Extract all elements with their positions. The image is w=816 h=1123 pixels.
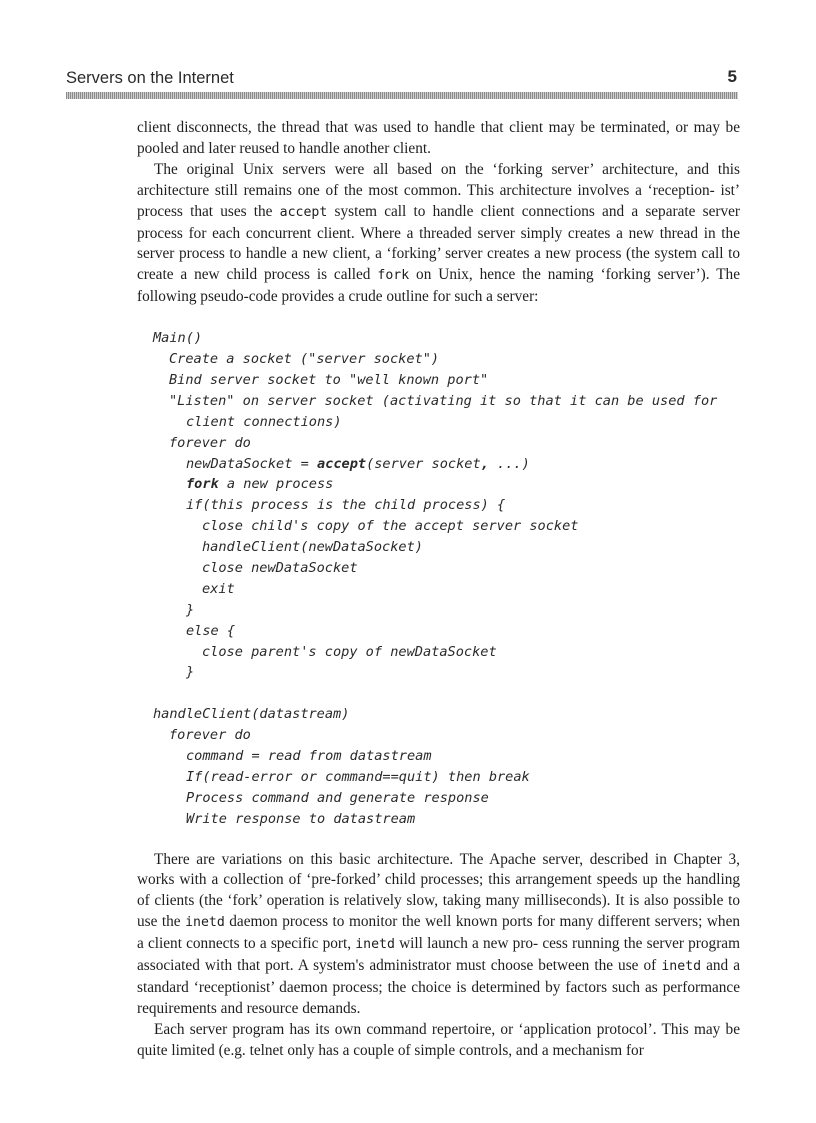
code-line [153,391,740,412]
code-line [153,767,740,788]
header-rule [66,92,738,99]
page-body [137,118,740,1062]
code-keyword: , [480,455,489,472]
code-keyword: fork [186,476,219,493]
paragraph-3-text: and a standard ‘receptionist’ daemon process; the choice is determined by factors such as performance requirements and resource demands. [137,957,741,1017]
code-text: } [186,664,195,681]
code-keyword: accept [316,455,367,472]
code-line [153,725,740,746]
code-text: Bind server socket to "well known port" [169,371,489,388]
code-text: exit [202,580,235,597]
code-text: client connections) [186,413,342,430]
code-blank-line [153,683,740,704]
inline-code-inetd: inetd [355,937,395,953]
code-line [153,662,740,683]
code-line [153,809,740,830]
code-line [153,537,740,558]
code-line [153,621,740,642]
inline-code-fork: fork [377,268,410,284]
code-line [153,349,740,370]
running-head [66,64,738,92]
code-line [153,579,740,600]
code-line [153,558,740,579]
paragraph-2-text: system call to handle client connections and a separate server process for each concurrent client. Where a threaded server simply creates a new thread in the server process to handle a new client, a ‘forking’ server creates a new process (the system call to create a new child process is called [137,202,740,284]
code-text: Main() [153,330,203,347]
page-number: 5 [727,67,737,86]
inline-code-accept: accept [279,204,328,220]
paragraph-2-text: The original Unix servers were all based on the ‘forking server’ architecture, and this architecture still remains one of the most common. This architecture involves a ‘reception- ist’ process that uses the [137,160,740,220]
code-line [153,495,740,516]
code-text: If(read-error or command==quit) then break [186,768,530,785]
paragraph-2 [137,160,740,308]
code-line [153,746,740,767]
code-text: ...) [488,455,530,472]
code-line [153,600,740,621]
code-line [153,433,740,454]
code-line [153,370,740,391]
code-text: handleClient(datastream) [153,706,350,723]
code-line [153,516,740,537]
code-text: Create a socket ("server socket") [169,351,440,368]
code-text: forever do [169,727,251,744]
paragraph-2-text: on Unix, hence the naming ‘forking server’). The following pseudo-code provides a crude outline for such a server: [137,266,740,306]
code-line [153,454,740,475]
code-text: close parent's copy of newDataSocket [202,643,497,660]
inline-code-inetd: inetd [661,959,702,975]
code-text: Write response to datastream [186,810,416,827]
code-text: a new process [218,476,334,493]
code-text: Process command and generate response [186,789,489,806]
code-text: close child's copy of the accept server socket [202,518,579,535]
code-text: forever do [169,434,251,451]
code-line [153,474,740,495]
code-text: command = read from datastream [186,747,432,764]
code-text: } [186,601,195,618]
paragraph-3 [137,850,740,1020]
code-text: handleClient(newDataSocket) [202,539,423,556]
paragraph-1 [137,118,740,160]
paragraph-3-text: will launch a new pro- cess running the server program associated with that port. A system's administrator must choose between the use of [137,935,740,975]
code-line [153,704,740,725]
code-line [153,328,740,349]
inline-code-inetd: inetd [185,915,225,931]
paragraph-4 [137,1020,740,1062]
paragraph-3-text: daemon process to monitor the well known ports for many different servers; when a client connects to a specific port, [137,913,741,953]
code-line [153,642,740,663]
code-text: newDataSocket = [186,455,317,472]
code-text: if(this process is the child process) { [186,497,506,514]
code-line [153,788,740,809]
code-text: "Listen" on server socket (activating it so that it can be used for [169,392,718,409]
paragraph-1-text: client disconnects, the thread that was used to handle that client may be terminated, or may be pooled and later reused to handle another client. [137,119,740,157]
chapter-title: Servers on the Internet [66,69,234,87]
code-text: else { [186,622,236,639]
pseudo-code-block [153,328,740,829]
code-text: (server socket [366,455,481,472]
code-line [153,412,740,433]
code-text: close newDataSocket [202,559,358,576]
paragraph-4-text: Each server program has its own command repertoire, or ‘application protocol’. This may be quite limited (e.g. telnet only has a couple of simple controls, and a mechanism for [137,1020,740,1059]
paragraph-3-text: There are variations on this basic architecture. The Apache server, described in Chapter 3, works with a collection of ‘pre-forked’ child processes; this arrangement speeds up the handling of clients (the ‘fork’ operation is relatively slow, taking many milliseconds). It is also possible to use the [137,850,740,931]
